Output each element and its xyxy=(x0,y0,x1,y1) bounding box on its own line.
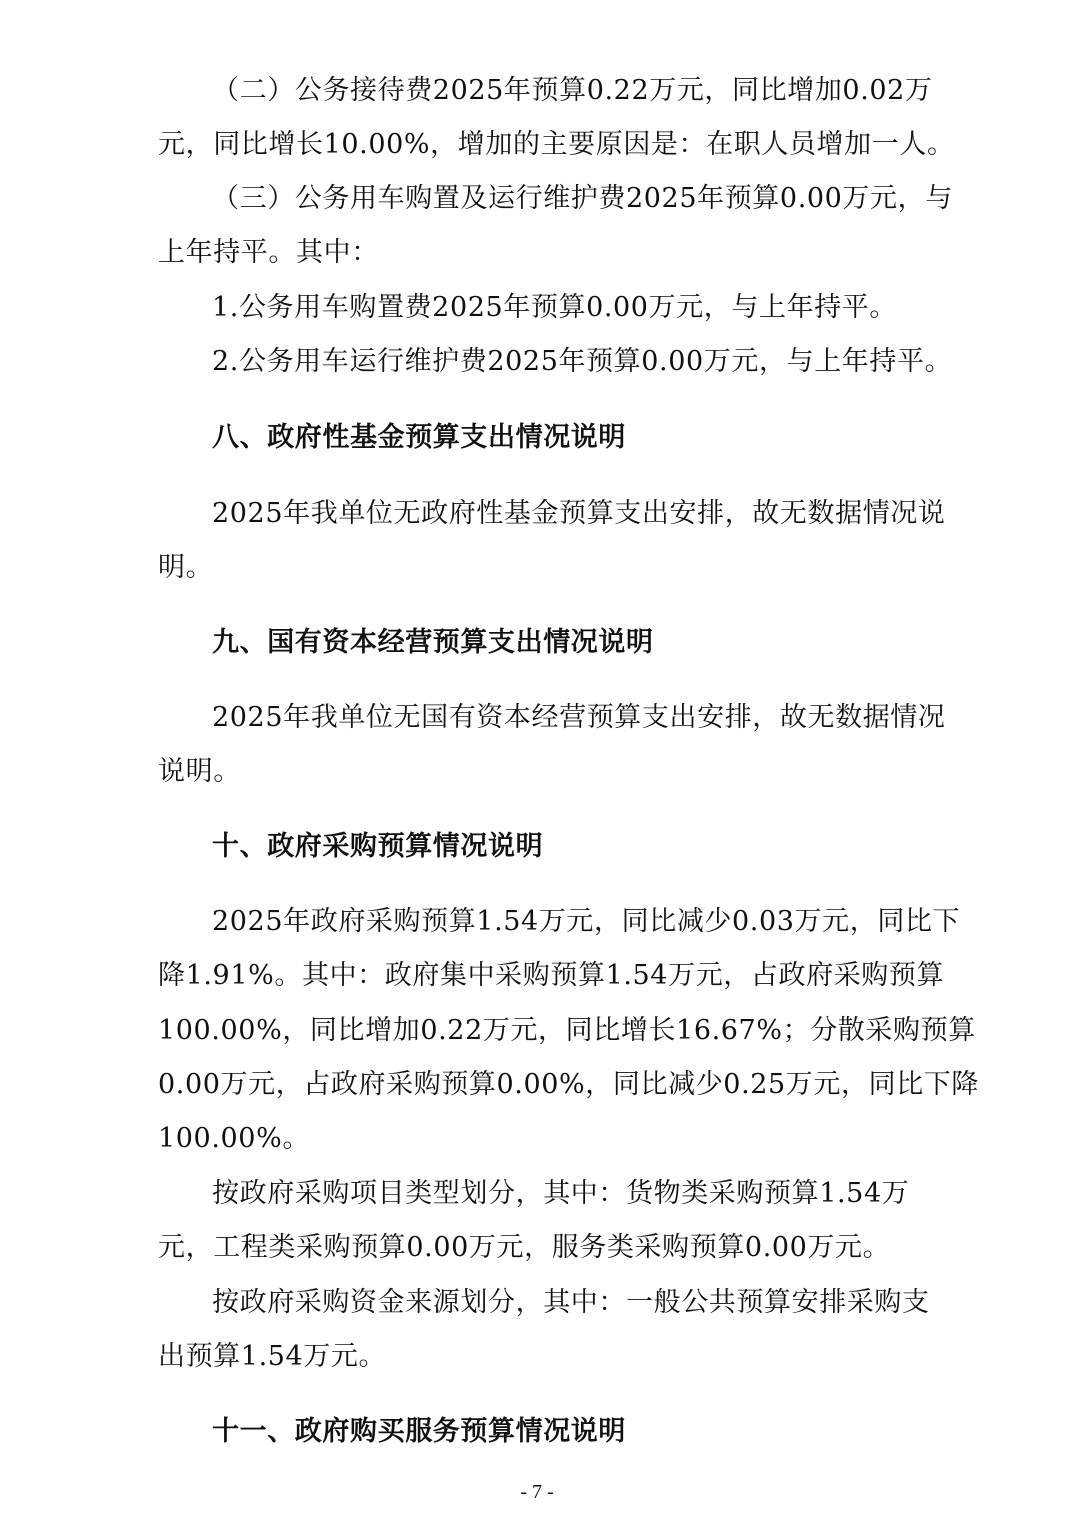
paragraph-line: 1.公务用车购置费2025年预算0.00万元，与上年持平。 xyxy=(212,292,897,323)
paragraph-line: 按政府采购项目类型划分，其中：货物类采购预算1.54万 xyxy=(212,1178,910,1209)
paragraph-line: （三）公务用车购置及运行维护费2025年预算0.00万元，与 xyxy=(212,183,953,214)
paragraph-line: 明。 xyxy=(158,552,214,583)
paragraph-line: 说明。 xyxy=(158,756,241,787)
paragraph-line: 按政府采购资金来源划分，其中：一般公共预算安排采购支 xyxy=(212,1287,930,1318)
paragraph-line: 上年持平。其中： xyxy=(158,237,379,268)
paragraph-line: 100.00%，同比增加0.22万元，同比增长16.67%；分散采购预算 xyxy=(158,1015,976,1046)
paragraph-line: 出预算1.54万元。 xyxy=(158,1341,387,1372)
paragraph-line: 2025年政府采购预算1.54万元，同比减少0.03万元，同比下 xyxy=(212,906,961,937)
paragraph-line: 元，工程类采购预算0.00万元，服务类采购预算0.00万元。 xyxy=(158,1232,891,1263)
paragraph-line: 2025年我单位无政府性基金预算支出安排，故无数据情况说 xyxy=(212,498,946,529)
section-heading: 十一、政府购买服务预算情况说明 xyxy=(212,1416,626,1447)
section-heading: 十、政府采购预算情况说明 xyxy=(212,831,544,862)
paragraph-line: （二）公务接待费2025年预算0.22万元，同比增加0.02万 xyxy=(212,75,933,106)
page-number: - 7 - xyxy=(520,1481,554,1503)
paragraph-line: 0.00万元，占政府采购预算0.00%，同比减少0.25万元，同比下降 xyxy=(158,1069,980,1100)
paragraph-line: 2025年我单位无国有资本经营预算支出安排，故无数据情况 xyxy=(212,702,946,733)
paragraph-line: 100.00%。 xyxy=(158,1123,310,1154)
section-heading: 八、政府性基金预算支出情况说明 xyxy=(212,422,626,453)
paragraph-line: 元，同比增长10.00%，增加的主要原因是：在职人员增加一人。 xyxy=(158,129,955,160)
section-heading: 九、国有资本经营预算支出情况说明 xyxy=(212,627,654,658)
paragraph-line: 2.公务用车运行维护费2025年预算0.00万元，与上年持平。 xyxy=(212,346,953,377)
paragraph-line: 降1.91%。其中：政府集中采购预算1.54万元，占政府采购预算 xyxy=(158,960,945,991)
